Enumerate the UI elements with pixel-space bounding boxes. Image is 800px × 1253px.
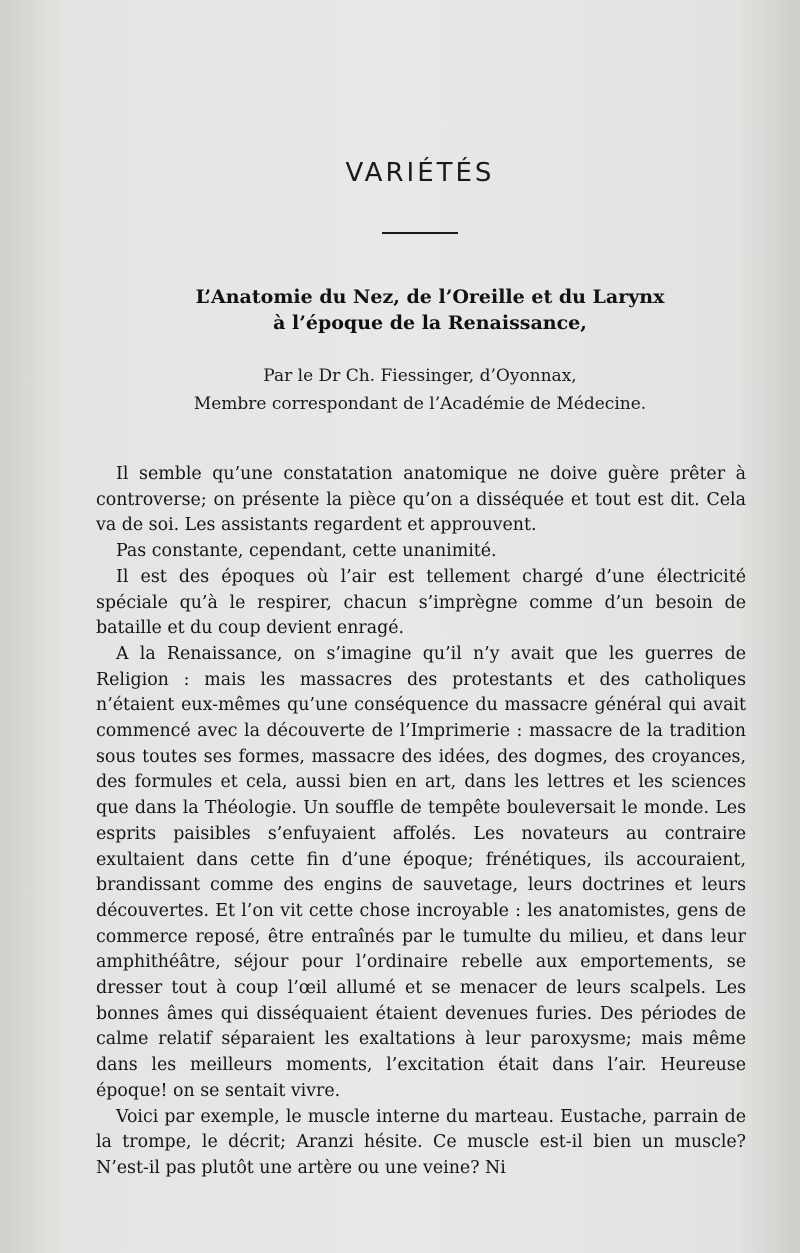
paragraph-5: Voici par exemple, le muscle interne du marteau. Eustache, parrain de la trompe, le décrit; Aranzi hésite. Ce muscle est-il bien un muscle? N’est-il pas plutôt une artère ou une veine? Ni: [96, 1106, 746, 1178]
title-divider-rule: [382, 232, 458, 234]
paragraph-3: Il est des époques où l’air est tellement chargé d’une électricité spéciale qu’à le respirer, chacun s’imprègne comme d’un besoin de bataille et du coup devient enragé.: [96, 566, 746, 639]
article-title: [40, 284, 800, 336]
article-title-line-1: L’Anatomie du Nez, de l’Oreille et du Larynx: [195, 286, 665, 308]
section-heading: VARIÉTÉS: [345, 158, 495, 188]
author-line: Par le Dr Ch. Fiessinger, d’Oyonnax,: [263, 366, 577, 386]
article-body: [96, 462, 746, 1182]
author-role: Membre correspondant de l’Académie de Médecine.: [193, 394, 647, 414]
paragraph-2: Pas constante, cependant, cette unanimité.: [116, 541, 497, 562]
author-byline: [120, 362, 720, 418]
paragraph-1: Il semble qu’une constatation anatomique ne doive guère prêter à controverse; on présente la pièce qu’on a disséquée et tout est dit. Cela va de soi. Les assistants regardent et approuvent.: [96, 464, 746, 536]
article-title-line-2: à l’époque de la Renaissance,: [273, 312, 587, 334]
paragraph-4: A la Renaissance, on s’imagine qu’il n’y avait que les guerres de Religion : mais les massacres des protestants et des catholiques n’étaient eux-mêmes qu’une conséquence du massacre général qui avait commencé avec la découverte de l’Imprimerie : massacre de la tradition sous toutes ses formes, massacre des idées, des dogmes, des croyances, des formules et cela, aussi bien en art, dans les lettres et les sciences que dans la Théologie. Un souffle de tempête bouleversait le monde. Les esprits paisibles s’enfuyaient affolés. Les novateurs au contraire exultaient dans cette fin d’une époque; frénétiques, ils accouraient, brandissant comme des engins de sauvetage, leurs doctrines et leurs découvertes. Et l’on vit cette chose incroyable : les anatomistes, gens de commerce reposé, être entraînés par le tumulte du milieu, et dans leur amphithéâtre, séjour pour l’ordinaire rebelle aux emportements, se dresser tout à coup l’œil allumé et se menacer de leurs scalpels. Les bonnes âmes qui disséquaient étaient devenues furies. Des périodes de calme relatif séparaient les exaltations à leur paroxysme; mais même dans les meilleurs moments, l’excitation était dans l’air. Heureuse époque! on se sentait vivre.: [96, 643, 746, 1101]
